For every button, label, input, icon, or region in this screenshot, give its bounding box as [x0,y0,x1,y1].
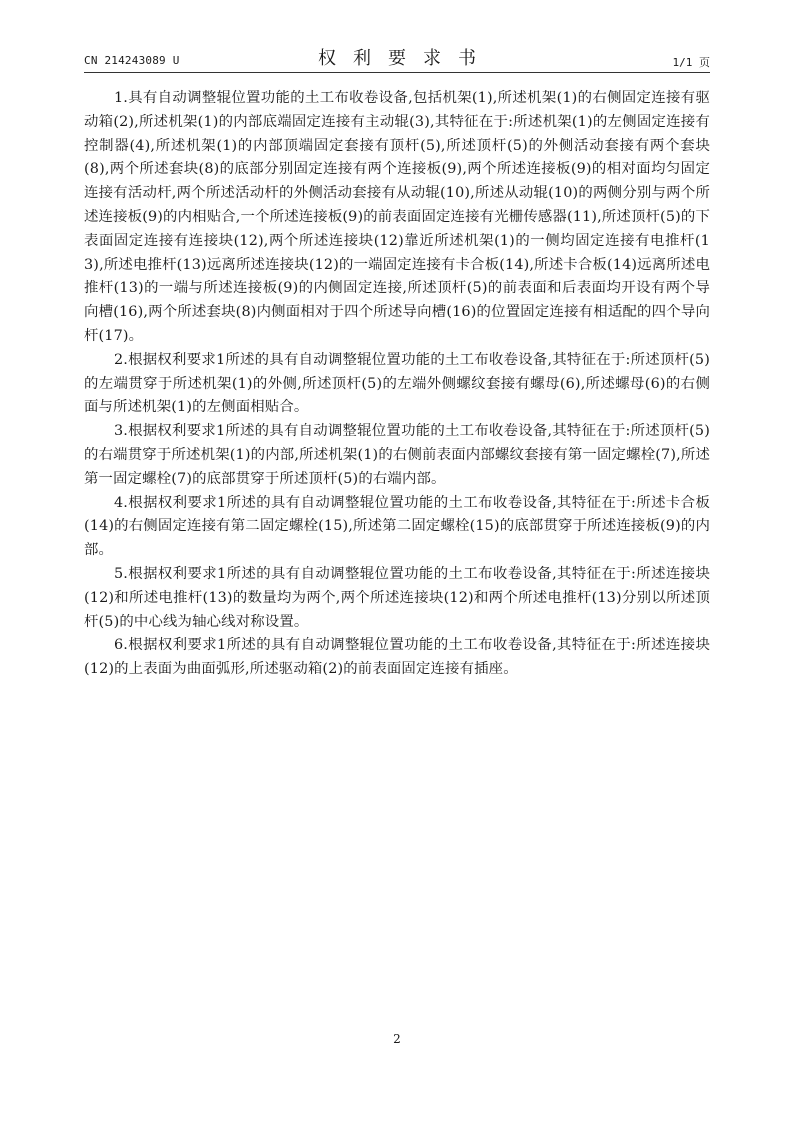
claim-1: 1.具有自动调整辊位置功能的土工布收卷设备,包括机架(1),所述机架(1)的右侧固定连接有驱动箱(2),所述机架(1)的内部底端固定连接有主动辊(3),其特征在于:所述机架(1)的左侧固定连接有控制器(4),所述机架(1)的内部顶端固定套接有顶杆(5),所述顶杆(5)的外侧活动套接有两个套块(8),两个所述套块(8)的底部分别固定连接有两个连接板(9),两个所述连接板(9)的相对面均匀固定连接有活动杆,两个所述活动杆的外侧活动套接有从动辊(10),所述从动辊(10)的两侧分别与两个所述连接板(9)的内相贴合,一个所述连接板(9)的前表面固定连接有光栅传感器(11),所述顶杆(5)的下表面固定连接有连接块(12),两个所述连接块(12)靠近所述机架(1)的一侧均固定连接有电推杆(13),所述电推杆(13)远离所述连接块(12)的一端固定连接有卡合板(14),所述卡合板(14)远离所述电推杆(13)的一端与所述连接板(9)的内侧固定连接,所述顶杆(5)的前表面和后表面均开设有两个导向槽(16),两个所述套块(8)内侧面相对于四个所述导向槽(16)的位置固定连接有相适配的四个导向杆(17)。 [84,90,710,344]
claim-4: 4.根据权利要求1所述的具有自动调整辊位置功能的土工布收卷设备,其特征在于:所述卡合板(14)的右侧固定连接有第二固定螺栓(15),所述第二固定螺栓(15)的底部贯穿于所述连接板(9)的内部。 [84,494,710,559]
claim-3: 3.根据权利要求1所述的具有自动调整辊位置功能的土工布收卷设备,其特征在于:所述顶杆(5)的右端贯穿于所述机架(1)的内部,所述机架(1)的右侧前表面内部螺纹套接有第一固定螺栓(7),所述第一固定螺栓(7)的底部贯穿于所述顶杆(5)的右端内部。 [84,423,710,487]
patent-number: CN 214243089 U [84,54,180,67]
page-header [84,44,710,72]
page-number: 2 [393,1032,401,1046]
header-divider [84,72,710,73]
claim-2: 2.根据权利要求1所述的具有自动调整辊位置功能的土工布收卷设备,其特征在于:所述顶杆(5)的左端贯穿于所述机架(1)的外侧,所述顶杆(5)的左端外侧螺纹套接有螺母(6),所述螺母(6)的右侧面与所述机架(1)的左侧面相贴合。 [84,351,710,416]
claims-body [84,87,710,682]
claim-6: 6.根据权利要求1所述的具有自动调整辊位置功能的土工布收卷设备,其特征在于:所述连接块(12)的上表面为曲面弧形,所述驱动箱(2)的前表面固定连接有插座。 [84,637,710,678]
page-indicator: 1/1 页 [672,56,710,69]
claim-5: 5.根据权利要求1所述的具有自动调整辊位置功能的土工布收卷设备,其特征在于:所述连接块(12)和所述电推杆(13)的数量均为两个,两个所述连接块(12)和两个所述电推杆(13)分别以所述顶杆(5)的中心线为轴心线对称设置。 [84,565,710,630]
document-title: 权利要求书 [318,48,493,69]
